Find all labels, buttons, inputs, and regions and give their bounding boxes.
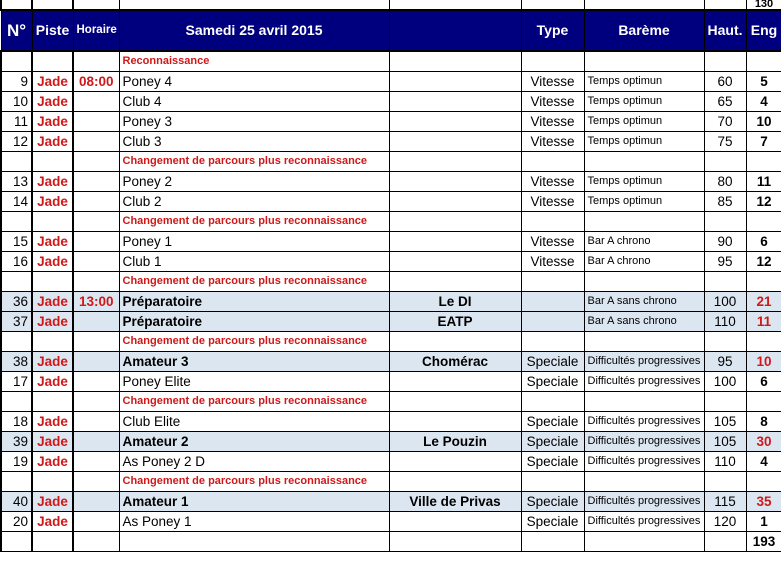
table-row: [1, 492, 781, 512]
horaire-time: [73, 172, 119, 192]
bareme-value: Temps optimun: [584, 92, 704, 112]
piste-name: Jade: [32, 292, 73, 312]
note-row: [1, 472, 781, 492]
table-row: [1, 112, 781, 132]
bareme-cell: [584, 472, 704, 492]
engages-cell: [746, 152, 781, 172]
bareme-value: Temps optimun: [584, 132, 704, 152]
type-value: Speciale: [521, 452, 584, 472]
horaire-time: 13:00: [73, 292, 119, 312]
horaire-time: [73, 112, 119, 132]
type-value: [521, 292, 584, 312]
epreuve-name: Amateur 1: [119, 492, 389, 512]
engages-count: 1: [746, 512, 781, 532]
bareme-value: Temps optimun: [584, 172, 704, 192]
note-row: [1, 392, 781, 412]
epreuve-name: As Poney 1: [119, 512, 389, 532]
piste-name: Jade: [32, 352, 73, 372]
horaire-time: [73, 92, 119, 112]
hauteur-cell: [704, 332, 746, 352]
type-value: Vitesse: [521, 192, 584, 212]
club-name: [389, 232, 521, 252]
club-name: [389, 92, 521, 112]
table-row: [1, 132, 781, 152]
epreuve-number: 15: [1, 232, 32, 252]
epreuve-name: Poney 3: [119, 112, 389, 132]
table-row: [1, 312, 781, 332]
engages-count: 5: [746, 72, 781, 92]
epreuve-name: Club 1: [119, 252, 389, 272]
horaire-cell: [73, 51, 119, 72]
bareme-value: Difficultés progressives: [584, 452, 704, 472]
engages-cell: [746, 51, 781, 72]
epreuve-number: 10: [1, 92, 32, 112]
bareme-value: Difficultés progressives: [584, 512, 704, 532]
horaire-time: [73, 312, 119, 332]
hauteur-value: 70: [704, 112, 746, 132]
piste-name: Jade: [32, 112, 73, 132]
hauteur-value: 120: [704, 512, 746, 532]
club-name: [389, 252, 521, 272]
club-name: [389, 132, 521, 152]
note-row: [1, 332, 781, 352]
engages-count: 11: [746, 172, 781, 192]
hauteur-value: 60: [704, 72, 746, 92]
horaire-time: [73, 232, 119, 252]
engages-count: 6: [746, 372, 781, 392]
type-value: Speciale: [521, 352, 584, 372]
epreuve-number: 37: [1, 312, 32, 332]
hauteur-value: 115: [704, 492, 746, 512]
bareme-cell: [584, 332, 704, 352]
header-horaire: Horaire: [73, 10, 119, 51]
hauteur-value: 105: [704, 432, 746, 452]
engages-cell: [746, 332, 781, 352]
type-value: Speciale: [521, 412, 584, 432]
piste-name: Jade: [32, 512, 73, 532]
bareme-cell: [584, 392, 704, 412]
club-name: [389, 112, 521, 132]
club-name: [389, 452, 521, 472]
total-row: [1, 532, 781, 552]
epreuve-name: Poney 2: [119, 172, 389, 192]
engages-cell: [746, 272, 781, 292]
no-cell: [1, 272, 32, 292]
piste-cell: [32, 212, 73, 232]
hauteur-value: 80: [704, 172, 746, 192]
engages-count: 10: [746, 112, 781, 132]
type-value: Vitesse: [521, 232, 584, 252]
bareme-value: Difficultés progressives: [584, 492, 704, 512]
horaire-time: [73, 452, 119, 472]
piste-cell: [32, 272, 73, 292]
club-name: Chomérac: [389, 352, 521, 372]
table-row: [1, 512, 781, 532]
no-cell: [1, 212, 32, 232]
hauteur-value: 110: [704, 312, 746, 332]
empty-cell: [32, 532, 73, 552]
epreuve-name: Préparatoire: [119, 292, 389, 312]
type-cell: [521, 212, 584, 232]
club-cell: [389, 212, 521, 232]
type-value: Vitesse: [521, 172, 584, 192]
empty-cell: [584, 532, 704, 552]
note-row: [1, 212, 781, 232]
piste-name: Jade: [32, 172, 73, 192]
engages-count: 4: [746, 452, 781, 472]
engages-cell: [746, 472, 781, 492]
hauteur-value: 100: [704, 292, 746, 312]
header-bareme: Barème: [584, 10, 704, 51]
piste-name: Jade: [32, 72, 73, 92]
club-name: Ville de Privas: [389, 492, 521, 512]
club-name: Le Pouzin: [389, 432, 521, 452]
type-cell: [521, 152, 584, 172]
hauteur-cell: [704, 212, 746, 232]
engages-count: 12: [746, 192, 781, 212]
bareme-value: Temps optimun: [584, 112, 704, 132]
club-name: [389, 412, 521, 432]
piste-cell: [32, 332, 73, 352]
club-name: [389, 372, 521, 392]
type-value: Vitesse: [521, 132, 584, 152]
club-cell: [389, 392, 521, 412]
bareme-value: Bar A chrono: [584, 252, 704, 272]
bareme-value: Bar A sans chrono: [584, 312, 704, 332]
header-club: [389, 10, 521, 51]
hauteur-value: 85: [704, 192, 746, 212]
bareme-value: Difficultés progressives: [584, 432, 704, 452]
header-piste: Piste: [32, 10, 73, 51]
horaire-time: [73, 412, 119, 432]
piste-name: Jade: [32, 252, 73, 272]
horaire-time: [73, 432, 119, 452]
empty-cell: [73, 532, 119, 552]
epreuve-number: 38: [1, 352, 32, 372]
club-name: [389, 512, 521, 532]
epreuve-number: 18: [1, 412, 32, 432]
hauteur-value: 75: [704, 132, 746, 152]
piste-name: Jade: [32, 232, 73, 252]
epreuve-number: 39: [1, 432, 32, 452]
piste-name: Jade: [32, 312, 73, 332]
bareme-value: Temps optimun: [584, 72, 704, 92]
empty-cell: [119, 532, 389, 552]
empty-cell: [1, 532, 32, 552]
type-value: Speciale: [521, 432, 584, 452]
epreuve-number: 36: [1, 292, 32, 312]
total-engages: 193: [746, 532, 781, 552]
engages-count: 4: [746, 92, 781, 112]
piste-name: Jade: [32, 92, 73, 112]
type-cell: [521, 272, 584, 292]
epreuve-number: 16: [1, 252, 32, 272]
table-row: [1, 412, 781, 432]
header-no: N°: [1, 10, 32, 51]
epreuve-number: 11: [1, 112, 32, 132]
club-name: [389, 192, 521, 212]
horaire-cell: [73, 392, 119, 412]
piste-name: Jade: [32, 412, 73, 432]
horaire-time: [73, 512, 119, 532]
no-cell: [1, 332, 32, 352]
horaire-cell: [73, 472, 119, 492]
horaire-cell: [73, 272, 119, 292]
piste-cell: [32, 152, 73, 172]
horaire-cell: [73, 212, 119, 232]
hauteur-cell: [704, 272, 746, 292]
note-text: Changement de parcours plus reconnaissance: [119, 272, 389, 292]
type-cell: [521, 472, 584, 492]
hauteur-value: 95: [704, 352, 746, 372]
piste-name: Jade: [32, 452, 73, 472]
club-name: EATP: [389, 312, 521, 332]
epreuve-number: 13: [1, 172, 32, 192]
engages-count: 10: [746, 352, 781, 372]
epreuve-name: Amateur 2: [119, 432, 389, 452]
hauteur-value: 100: [704, 372, 746, 392]
type-cell: [521, 51, 584, 72]
bareme-value: Difficultés progressives: [584, 372, 704, 392]
epreuve-name: Poney Elite: [119, 372, 389, 392]
hauteur-value: 105: [704, 412, 746, 432]
type-value: [521, 312, 584, 332]
note-text: Changement de parcours plus reconnaissance: [119, 392, 389, 412]
type-value: Speciale: [521, 372, 584, 392]
hauteur-value: 95: [704, 252, 746, 272]
bareme-value: Bar A chrono: [584, 232, 704, 252]
epreuve-number: 19: [1, 452, 32, 472]
header-hauteur: Haut.: [704, 10, 746, 51]
table-row: [1, 452, 781, 472]
epreuve-number: 17: [1, 372, 32, 392]
hauteur-cell: [704, 152, 746, 172]
epreuve-name: As Poney 2 D: [119, 452, 389, 472]
club-cell: [389, 472, 521, 492]
note-row: [1, 51, 781, 72]
epreuve-name: Club 2: [119, 192, 389, 212]
no-cell: [1, 392, 32, 412]
epreuve-number: 9: [1, 72, 32, 92]
club-cell: [389, 152, 521, 172]
epreuve-name: Club 4: [119, 92, 389, 112]
type-value: Speciale: [521, 512, 584, 532]
engages-cell: [746, 212, 781, 232]
no-cell: [1, 152, 32, 172]
horaire-time: [73, 132, 119, 152]
hauteur-cell: [704, 51, 746, 72]
piste-name: Jade: [32, 372, 73, 392]
piste-name: Jade: [32, 132, 73, 152]
header-engages: Eng: [746, 10, 781, 51]
bareme-value: Difficultés progressives: [584, 412, 704, 432]
type-value: Vitesse: [521, 112, 584, 132]
empty-cell: [521, 532, 584, 552]
piste-name: Jade: [32, 192, 73, 212]
bareme-value: Difficultés progressives: [584, 352, 704, 372]
table-row: [1, 372, 781, 392]
horaire-time: [73, 372, 119, 392]
horaire-time: 08:00: [73, 72, 119, 92]
header-row: [1, 10, 781, 51]
bareme-value: Bar A sans chrono: [584, 292, 704, 312]
piste-name: Jade: [32, 432, 73, 452]
epreuve-name: Amateur 3: [119, 352, 389, 372]
table-row: [1, 232, 781, 252]
horaire-time: [73, 252, 119, 272]
club-name: Le DI: [389, 292, 521, 312]
hauteur-value: 110: [704, 452, 746, 472]
club-cell: [389, 272, 521, 292]
table-row: [1, 172, 781, 192]
piste-name: Jade: [32, 492, 73, 512]
horaire-time: [73, 192, 119, 212]
table-row: [1, 432, 781, 452]
bareme-cell: [584, 152, 704, 172]
bareme-cell: [584, 272, 704, 292]
epreuve-name: Poney 1: [119, 232, 389, 252]
engages-count: 6: [746, 232, 781, 252]
epreuve-name: Club 3: [119, 132, 389, 152]
horaire-cell: [73, 152, 119, 172]
note-text: Changement de parcours plus reconnaissance: [119, 152, 389, 172]
engages-cell: [746, 392, 781, 412]
club-name: [389, 172, 521, 192]
horaire-time: [73, 492, 119, 512]
note-row: [1, 272, 781, 292]
header-title: Samedi 25 avril 2015: [119, 10, 389, 51]
engages-count: 8: [746, 412, 781, 432]
hauteur-value: 90: [704, 232, 746, 252]
epreuve-name: Préparatoire: [119, 312, 389, 332]
type-cell: [521, 392, 584, 412]
epreuve-number: 40: [1, 492, 32, 512]
type-value: Vitesse: [521, 252, 584, 272]
engages-count: 11: [746, 312, 781, 332]
type-value: Speciale: [521, 492, 584, 512]
epreuve-number: 12: [1, 132, 32, 152]
engages-count: 30: [746, 432, 781, 452]
type-cell: [521, 332, 584, 352]
hauteur-value: 65: [704, 92, 746, 112]
note-text: Reconnaissance: [119, 51, 389, 72]
table-row: [1, 72, 781, 92]
engages-count: 21: [746, 292, 781, 312]
top-total: 130: [746, 0, 781, 10]
type-value: Vitesse: [521, 72, 584, 92]
engages-count: 12: [746, 252, 781, 272]
bareme-cell: [584, 51, 704, 72]
piste-cell: [32, 472, 73, 492]
table-row: [1, 292, 781, 312]
club-cell: [389, 332, 521, 352]
engages-count: 35: [746, 492, 781, 512]
piste-cell: [32, 392, 73, 412]
hauteur-cell: [704, 472, 746, 492]
type-value: Vitesse: [521, 92, 584, 112]
horaire-cell: [73, 332, 119, 352]
engages-count: 7: [746, 132, 781, 152]
club-name: [389, 72, 521, 92]
bareme-cell: [584, 212, 704, 232]
table-row: [1, 252, 781, 272]
epreuve-name: Club Elite: [119, 412, 389, 432]
empty-cell: [704, 532, 746, 552]
note-text: Changement de parcours plus reconnaissance: [119, 332, 389, 352]
note-text: Changement de parcours plus reconnaissance: [119, 472, 389, 492]
epreuve-number: 14: [1, 192, 32, 212]
epreuve-name: Poney 4: [119, 72, 389, 92]
bareme-value: Temps optimun: [584, 192, 704, 212]
no-cell: [1, 51, 32, 72]
piste-cell: [32, 51, 73, 72]
table-row: [1, 352, 781, 372]
note-text: Changement de parcours plus reconnaissance: [119, 212, 389, 232]
note-row: [1, 152, 781, 172]
hauteur-cell: [704, 392, 746, 412]
top-row: [1, 0, 781, 10]
table-row: [1, 92, 781, 112]
epreuve-number: 20: [1, 512, 32, 532]
club-cell: [389, 51, 521, 72]
empty-cell: [389, 532, 521, 552]
no-cell: [1, 472, 32, 492]
header-type: Type: [521, 10, 584, 51]
horaire-time: [73, 352, 119, 372]
table-row: [1, 192, 781, 212]
